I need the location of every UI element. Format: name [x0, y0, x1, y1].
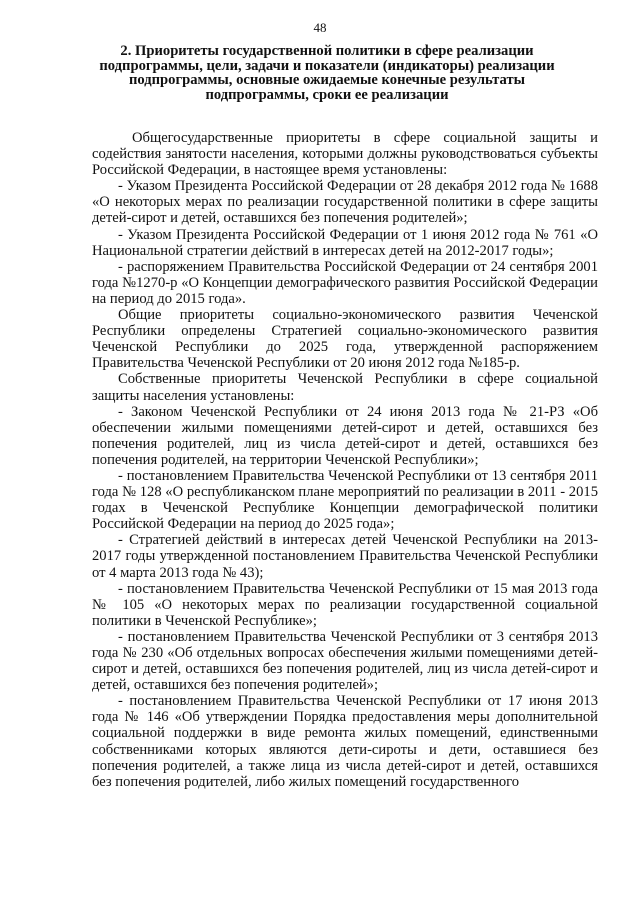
list-item-order-1270: - распоряжением Правительства Российской Федерации от 24 сентября 2001 года №1270-р «О Концепции демографического развития Российской Федерации на период до 2015 года». [92, 258, 598, 307]
page-number: 48 [313, 20, 327, 35]
paragraph-strategy: Общие приоритеты социально-экономического развития Чеченской Республики определены Стратегией социально-экономического развития Чеченской Республики до 2025 года, утвержденной распоряжением Правительства Чеченской Республики от 20 июня 2012 года №185-р. [92, 307, 598, 372]
list-item-decree-1688: - Указом Президента Российской Федерации от 28 декабря 2012 года № 1688 «О некоторых мерах по реализации государственной политики в сфере защиты детей-сирот и детей, оставшихся без попечения родителей»; [92, 178, 598, 227]
list-item-law-21: - Законом Чеченской Республики от 24 июня 2013 года № 21-РЗ «Об обеспечении жилыми помещениями детей-сирот и детей, оставшихся без попечения родителей, лиц из числа детей-сирот и детей, оставшихся без попечения родителей, на территории Чеченской Республики»; [92, 403, 598, 468]
list-item-resolution-128: - постановлением Правительства Чеченской Республики от 13 сентября 2011 года № 128 «О республиканском плане мероприятий по реализации в 2011 - 2015 годах в Чеченской Республике Концепции демографической политики Российской Федерации на период до 2025 года»; [92, 467, 598, 533]
paragraph-regional-priorities: Собственные приоритеты Чеченской Республики в сфере социальной защиты населения установлены: [92, 371, 598, 404]
list-item-resolution-105: - постановлением Правительства Чеченской Республики от 15 мая 2013 года № 105 «О некоторых мерах по реализации государственной социальной политики в Чеченской Республике»; [92, 580, 598, 629]
section-heading: 2. Приоритеты государственной политики в сфере реализации подпрограммы, цели, задачи и показатели (индикаторы) реализации подпрограммы, основные ожидаемые конечные результаты подпрограммы, сроки ее реализации [99, 43, 555, 103]
list-item-decree-761: - Указом Президента Российской Федерации от 1 июня 2012 года № 761 «О Национальной стратегии действий в интересах детей на 2012-2017 годы»; [92, 226, 598, 259]
section-body [92, 130, 598, 790]
list-item-resolution-146: - постановлением Правительства Чеченской Республики от 17 июня 2013 года № 146 «Об утверждении Порядка предоставления меры дополнительной социальной поддержки в виде ремонта жилых помещений, единственными собственниками которых являются дети-сироты и дети, оставшиеся без попечения родителей, а также лица из числа детей-сирот и детей, оставшихся без попечения родителей, либо жилых помещений государственного [92, 693, 598, 790]
list-item-resolution-230: - постановлением Правительства Чеченской Республики от 3 сентября 2013 года № 230 «Об отдельных вопросах обеспечения жилыми помещениями детей-сирот и детей, оставшихся без попечения родителей, лиц из числа детей-сирот и детей, оставшихся без попечения родителей»; [92, 628, 598, 694]
list-item-strategy-children: - Стратегией действий в интересах детей Чеченской Республики на 2013-2017 годы утвержденной постановлением Правительства Чеченской Республики от 4 марта 2013 года № 43); [92, 532, 598, 581]
paragraph-intro: Общегосударственные приоритеты в сфере социальной защиты и содействия занятости населения, которыми должны руководствоваться субъекты Российской Федерации, в настоящее время установлены: [92, 130, 598, 179]
